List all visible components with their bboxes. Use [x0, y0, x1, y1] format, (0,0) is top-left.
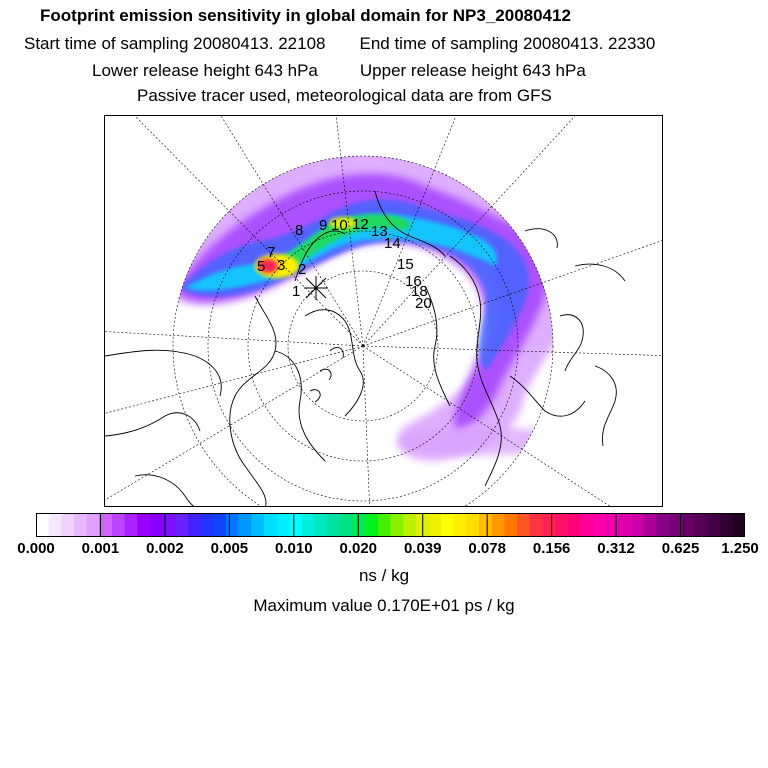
maximum-value: Maximum value 0.170E+01 ps / kg [253, 596, 515, 615]
colorbar-cell [720, 513, 733, 537]
colorbar-cell [378, 513, 391, 537]
sampling-time-line [24, 34, 655, 54]
colorbar-cell [466, 513, 479, 537]
plot-title: Footprint emission sensitivity in global domain for NP3_20080412 [40, 6, 571, 25]
colorbar-cell [74, 513, 87, 537]
end-time-label: End time of sampling 20080413. 22330 [359, 34, 656, 53]
colorbar-tick-label: 0.039 [403, 540, 442, 557]
traj-label-5: 5 [257, 258, 266, 275]
colorbar-cell [340, 513, 353, 537]
colorbar-cell [656, 513, 669, 537]
colorbar-tick-label: 0.078 [468, 540, 506, 557]
color-scale-bar [36, 513, 745, 537]
colorbar-cell [264, 513, 277, 537]
colorbar-cell [530, 513, 543, 537]
colorbar-cell [428, 513, 441, 537]
traj-label-10: 10 [331, 217, 348, 234]
colorbar-tick-label: 0.005 [210, 540, 249, 557]
colorbar-tick-label: 0.010 [275, 540, 313, 557]
colorbar-cell [631, 513, 644, 537]
colorbar-cell [618, 513, 631, 537]
start-time-label: Start time of sampling 20080413. 22108 [24, 34, 326, 53]
colorbar-cell [49, 513, 62, 537]
colorbar-tick-label: 0.625 [661, 540, 700, 557]
colorbar-tick-label: 0.156 [532, 540, 571, 557]
colorbar-cell [555, 513, 568, 537]
traj-label-14: 14 [384, 235, 401, 252]
colorbar-cell [226, 513, 239, 537]
sensitivity-plume [167, 132, 575, 461]
colorbar-cell [479, 513, 492, 537]
traj-label-9: 9 [319, 217, 328, 234]
colorbar-cell [644, 513, 657, 537]
colorbar-cell [302, 513, 315, 537]
lower-release-label: Lower release height 643 hPa [92, 61, 318, 80]
colorbar-cell [87, 513, 100, 537]
upper-release-label: Upper release height 643 hPa [359, 61, 586, 80]
traj-label-1: 1 [292, 283, 301, 300]
colorbar-cell [707, 513, 720, 537]
traj-label-13: 13 [371, 223, 388, 240]
colorbar-cell [315, 513, 328, 537]
colorbar-cell [188, 513, 201, 537]
traj-label-7: 7 [267, 244, 276, 261]
colorbar-cell [213, 513, 226, 537]
traj-label-8: 8 [295, 222, 304, 239]
colorbar-cell [327, 513, 340, 537]
colorbar-cell [277, 513, 290, 537]
traj-label-3: 3 [277, 257, 286, 274]
colorbar-cell [239, 513, 252, 537]
traj-label-12: 12 [352, 216, 369, 233]
colorbar-cell [175, 513, 188, 537]
colorbar-cell [441, 513, 454, 537]
colorbar-cell [61, 513, 74, 537]
traj-label-15: 15 [397, 256, 414, 273]
colorbar-cell [365, 513, 378, 537]
colorbar-cell [606, 513, 619, 537]
map-canvas [105, 116, 663, 507]
colorbar-cell [580, 513, 593, 537]
plume-lower [400, 427, 570, 455]
colorbar-cell [150, 513, 163, 537]
colorbar-cell [36, 513, 49, 537]
colorbar-cell [454, 513, 467, 537]
colorbar-cell [568, 513, 581, 537]
release-height-line [92, 61, 586, 81]
traj-label-2: 2 [298, 261, 307, 278]
colorbar-cell [112, 513, 125, 537]
colorbar-cell [542, 513, 555, 537]
colorbar-cell [694, 513, 707, 537]
colorbar-cell [137, 513, 150, 537]
colorbar-units: ns / kg [358, 566, 410, 585]
colorbar-cell [517, 513, 530, 537]
colorbar-cell [251, 513, 264, 537]
colorbar-tick-label: 0.020 [339, 540, 378, 557]
footprint-map [104, 115, 663, 507]
traj-label-18: 18 [411, 283, 428, 300]
traj-label-20: 20 [415, 295, 432, 312]
colorbar-cell [201, 513, 214, 537]
colorbar-cell [504, 513, 517, 537]
colorbar-cell [682, 513, 695, 537]
traj-label-16: 16 [405, 273, 422, 290]
colorbar-tick-label: 0.001 [81, 540, 120, 557]
colorbar-cell [125, 513, 138, 537]
colorbar-tick-label: 0.000 [17, 540, 55, 557]
colorbar-cell [391, 513, 404, 537]
colorbar-cell [403, 513, 416, 537]
colorbar-tick-label: 1.250 [721, 540, 759, 557]
colorbar-cell [353, 513, 366, 537]
colorbar-tick-label: 0.002 [146, 540, 184, 557]
colorbar-cell [732, 513, 745, 537]
colorbar-cell [99, 513, 112, 537]
tracer-note: Passive tracer used, meteorological data are from GFS [137, 86, 552, 105]
pole-marker [304, 276, 328, 300]
colorbar-tick-label: 0.312 [597, 540, 635, 557]
colorbar-cell [492, 513, 505, 537]
colorbar-cell [593, 513, 606, 537]
colorbar-cell [289, 513, 302, 537]
